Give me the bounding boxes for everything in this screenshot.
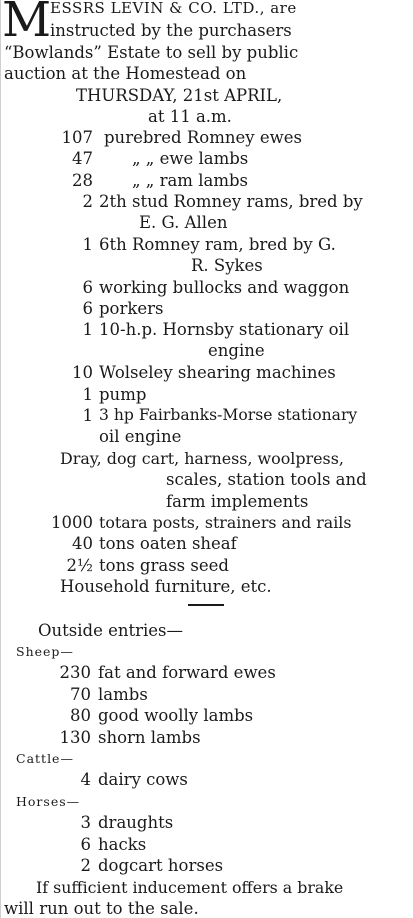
section-divider (188, 604, 224, 606)
lot-qty: 2 (82, 192, 93, 211)
horses-heading: Horses— (16, 794, 81, 809)
lot-text-continued: R. Sykes (191, 256, 263, 275)
lot-text-continued: E. G. Allen (139, 213, 228, 232)
horses-qty: 2 (80, 856, 91, 875)
sheep-text: good woolly lambs (98, 706, 254, 725)
lot-text: working bullocks and waggon (99, 278, 350, 297)
lot-text: „ „ ewe lambs (132, 149, 249, 168)
lot-text: Wolseley shearing machines (99, 363, 336, 382)
footer-line-2: will run out to the sale. (4, 899, 199, 918)
horses-qty: 3 (80, 813, 91, 832)
column-border (0, 0, 1, 918)
lot-text-continued: engine (208, 341, 265, 360)
lot-text: 10-h.p. Hornsby stationary oil (99, 320, 350, 339)
lot-text: 3 hp Fairbanks-Morse stationary (99, 406, 358, 424)
horses-text: dogcart horses (98, 856, 224, 875)
dray-line-2: scales, station tools and (166, 470, 367, 489)
sheep-qty: 80 (70, 706, 91, 725)
header-line-1: ESSRS LEVIN & CO. LTD., are (50, 0, 297, 17)
lot-qty: 1 (82, 320, 93, 339)
time-line: at 11 a.m. (148, 107, 232, 126)
sheep-qty: 230 (59, 663, 91, 682)
lot-qty: 40 (72, 534, 93, 553)
lot-qty: 1000 (51, 513, 93, 532)
lot-qty: 107 (61, 128, 93, 147)
header-line-4: auction at the Homestead on (4, 64, 247, 83)
sheep-qty: 130 (59, 728, 91, 747)
header-line-3: “Bowlands” Estate to sell by public (4, 43, 299, 62)
sheep-text: fat and forward ewes (98, 663, 276, 682)
lot-text: „ „ ram lambs (132, 171, 248, 190)
sheep-text: lambs (98, 685, 148, 704)
dray-line-1: Dray, dog cart, harness, woolpress, (60, 449, 344, 468)
outside-entries-heading: Outside entries— (38, 621, 184, 640)
cattle-qty: 4 (80, 770, 91, 789)
sheep-qty: 70 (70, 685, 91, 704)
lot-text: totara posts, strainers and rails (99, 513, 352, 532)
cattle-heading: Cattle— (16, 751, 74, 766)
household-line: Household furniture, etc. (60, 577, 272, 596)
lot-qty: 28 (72, 171, 93, 190)
lot-text: tons oaten sheaf (99, 534, 237, 553)
sheep-text: shorn lambs (98, 728, 201, 747)
lot-text: porkers (99, 299, 164, 318)
sheep-heading: Sheep— (16, 644, 74, 659)
lot-qty: 2½ (66, 556, 93, 575)
lot-qty: 10 (72, 363, 93, 382)
header-line-2: instructed by the purchasers (50, 21, 292, 40)
horses-qty: 6 (80, 835, 91, 854)
lot-text: tons grass seed (99, 556, 229, 575)
lot-qty: 6 (82, 299, 93, 318)
lot-qty: 47 (72, 149, 93, 168)
lot-qty: 1 (82, 406, 93, 425)
drop-cap: M (2, 0, 52, 48)
horses-text: hacks (98, 835, 147, 854)
lot-text: 2th stud Romney rams, bred by (99, 192, 363, 211)
lot-text: 6th Romney ram, bred by G. (99, 235, 336, 254)
dray-line-3: farm implements (166, 492, 309, 511)
lot-qty: 1 (82, 385, 93, 404)
lot-qty: 6 (82, 278, 93, 297)
footer-line-1: If sufficient inducement offers a brake (36, 878, 344, 897)
horses-text: draughts (98, 813, 174, 832)
date-line: THURSDAY, 21st APRIL, (76, 86, 283, 105)
lot-text: pump (99, 385, 147, 404)
lot-qty: 1 (82, 235, 93, 254)
lot-text: purebred Romney ewes (104, 128, 302, 147)
cattle-text: dairy cows (98, 770, 188, 789)
lot-text-continued: oil engine (99, 427, 182, 446)
